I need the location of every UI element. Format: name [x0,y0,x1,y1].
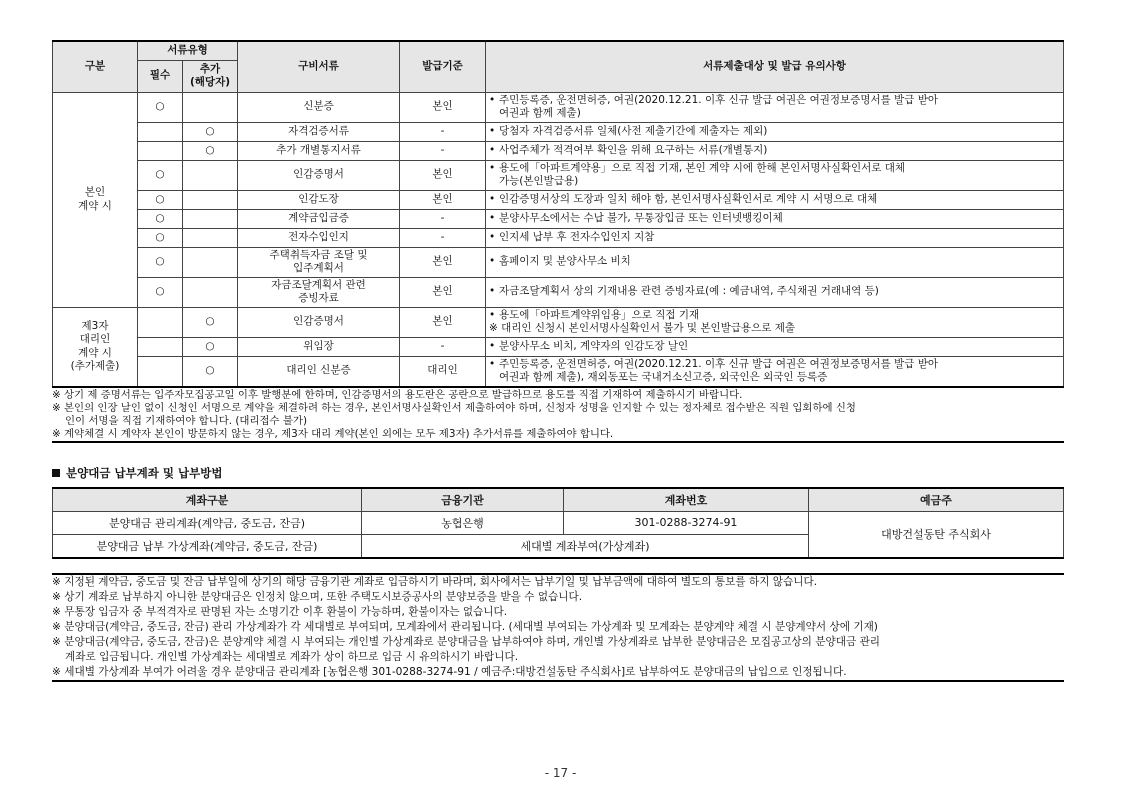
document-notes: • 인감증명서상의 도장과 일치 해야 함, 본인서명사실확인서로 계약 시 서명으로 대체 [486,190,1064,209]
document-name: 자격검증서류 [238,122,400,141]
document-name: 위임장 [238,337,400,356]
table-row [53,228,1064,247]
issuance-basis: 본인 [400,277,486,307]
account-type: 분양대금 관리계좌(계약금, 중도금, 잔금) [53,511,362,534]
document-notes: • 자금조달계획서 상의 기재내용 관련 증빙자료(예 : 예금내역, 주식채권 거래내역 등) [486,277,1064,307]
documents-footnotes [52,389,1064,443]
additional-mark [183,92,238,122]
header-doc-type: 서류유형 [138,41,238,60]
header-additional: 추가 (해당자) [183,60,238,92]
table-row [53,160,1064,190]
table-row [53,209,1064,228]
required-mark [138,307,183,337]
account-note-line: ※ 분양대금(계약금, 중도금, 잔금)은 분양계약 체결 시 부여되는 개인별 가상계좌로 분양대금을 납부하여야 하며, 개인별 가상계좌로 납부한 분양대금은 모집공고상의 분양대금 관리 [52,635,881,648]
account-holder: 대방건설동탄 주식회사 [809,511,1064,558]
table-row [53,356,1064,387]
table-row [53,337,1064,356]
issuance-basis: 본인 [400,160,486,190]
document-name: 전자수입인지 [238,228,400,247]
footnote-line: 인이 서명을 직접 기재하여야 합니다. (대리접수 불가) [65,414,308,427]
bank-name: 농협은행 [362,511,564,534]
footnote-line: ※ 본인의 인장 날인 없이 신청인 서명으로 계약을 체결하려 하는 경우, 본인서명사실확인서 제출하여야 하며, 신청자 성명을 인지할 수 있는 정자체로 접수받은 직원 입회하에 신청 [52,401,856,414]
document-name: 신분증 [238,92,400,122]
required-mark [138,141,183,160]
documents-table-body [53,92,1064,387]
header-notes: 서류제출대상 및 발급 유의사항 [486,41,1064,92]
additional-mark [183,228,238,247]
header-category: 구분 [53,41,138,92]
document-notes: • 당첨자 자격검증서류 일체(사전 제출기간에 제출자는 제외) [486,122,1064,141]
issuance-basis: - [400,337,486,356]
header-documents: 구비서류 [238,41,400,92]
additional-mark [183,247,238,277]
virtual-account-assignment: 세대별 계좌부여(가상계좌) [362,534,809,558]
document-notes: • 용도에「아파트계약용」으로 직접 기재, 본인 계약 시에 한해 본인서명사실확인서로 대체 가능(본인발급용) [486,160,1064,190]
document-notes: • 주민등록증, 운전면허증, 여권(2020.12.21. 이후 신규 발급 여권은 여권정보증명서를 발급 받아 여권과 함께 제출), 재외동포는 국내거소신고증, 외국인은 외국인 등록증 [486,356,1064,387]
footnote-line: ※ 계약체결 시 계약자 본인이 방문하지 않는 경우, 제3자 대리 계약(본인 외에는 모두 제3자) 추가서류를 제출하여야 합니다. [52,427,614,440]
required-documents-table [52,40,1064,388]
required-mark: ○ [138,190,183,209]
table-row [53,92,1064,122]
required-mark [138,337,183,356]
required-mark: ○ [138,277,183,307]
required-mark [138,122,183,141]
document-name: 인감증명서 [238,160,400,190]
document-name: 계약금입금증 [238,209,400,228]
page-number: - 17 - [544,766,577,780]
additional-mark: ○ [183,337,238,356]
table-row [53,141,1064,160]
issuance-basis: - [400,141,486,160]
required-mark: ○ [138,209,183,228]
account-note-line: ※ 무통장 입금자 중 부적격자로 판명된 자는 소명기간 이후 환불이 가능하며, 환불이자는 없습니다. [52,605,508,618]
required-mark: ○ [138,160,183,190]
group-proxy-contract: 제3자 대리인 계약 시 (추가제출) [53,307,138,387]
document-notes: • 분양사무소에서는 수납 불가, 무통장입금 또는 인터넷뱅킹이체 [486,209,1064,228]
document-name: 주택취득자금 조달 및 입주계획서 [238,247,400,277]
additional-mark: ○ [183,307,238,337]
table-row [53,247,1064,277]
account-header-bank: 금융기관 [362,488,564,512]
issuance-basis: 본인 [400,307,486,337]
issuance-basis: 대리인 [400,356,486,387]
footnote-line: ※ 상기 제 증명서류는 입주자모집공고일 이후 발행분에 한하며, 인감증명서의 용도란은 공란으로 발급하므로 용도를 직접 기재하여 제출하시기 바랍니다. [52,388,743,401]
table-row [53,307,1064,337]
account-note-line: ※ 분양대금(계약금, 중도금, 잔금) 관리 가상계좌가 각 세대별로 부여되며, 모계좌에서 관리됩니다. (세대별 부여되는 가상계좌 및 모계좌는 분양계약 체결 시 분양계약서 상에 기재) [52,620,878,633]
account-note-line: 계좌로 입금됩니다. 개인별 가상계좌는 세대별로 계좌가 상이 하므로 입금 시 유의하시기 바랍니다. [65,650,519,663]
account-header-type: 계좌구분 [53,488,362,512]
document-name: 인감도장 [238,190,400,209]
document-notes: • 주민등록증, 운전면허증, 여권(2020.12.21. 이후 신규 발급 여권은 여권정보증명서를 발급 받아 여권과 함께 제출) [486,92,1064,122]
account-table [52,487,1064,559]
account-section-title: 분양대금 납부계좌 및 납부방법 [52,465,1064,481]
document-name: 추가 개별통지서류 [238,141,400,160]
document-notes: • 용도에「아파트계약위임용」으로 직접 기재 ※ 대리인 신청시 본인서명사실확인서 불가 및 본인발급용으로 제출 [486,307,1064,337]
required-mark [138,356,183,387]
issuance-basis: 본인 [400,92,486,122]
additional-mark [183,160,238,190]
required-mark: ○ [138,247,183,277]
additional-mark: ○ [183,141,238,160]
account-header-holder: 예금주 [809,488,1064,512]
table-row [53,190,1064,209]
additional-mark [183,277,238,307]
account-notes [52,573,1064,682]
account-type: 분양대금 납부 가상계좌(계약금, 중도금, 잔금) [53,534,362,558]
document-notes: • 인지세 납부 후 전자수입인지 지참 [486,228,1064,247]
document-notes: • 사업주체가 적격여부 확인을 위해 요구하는 서류(개별통지) [486,141,1064,160]
document-notes: • 홈페이지 및 분양사무소 비치 [486,247,1064,277]
account-note-line: ※ 지정된 계약금, 중도금 및 잔금 납부일에 상기의 해당 금융기관 계좌로 입금하시기 바라며, 회사에서는 납부기일 및 납부금액에 대하여 별도의 통보를 하지 않습니다. [52,575,818,588]
additional-mark: ○ [183,122,238,141]
document-name: 인감증명서 [238,307,400,337]
issuance-basis: 본인 [400,247,486,277]
document-name: 자금조달계획서 관련 증빙자료 [238,277,400,307]
issuance-basis: - [400,122,486,141]
document-page [52,40,1064,682]
issuance-basis: 본인 [400,190,486,209]
additional-mark [183,209,238,228]
group-self-contract: 본인 계약 시 [53,92,138,307]
square-bullet-icon [52,469,60,477]
table-row [53,122,1064,141]
table-row [53,277,1064,307]
required-mark: ○ [138,92,183,122]
header-issuance: 발급기준 [400,41,486,92]
issuance-basis: - [400,228,486,247]
required-mark: ○ [138,228,183,247]
document-notes: • 분양사무소 비치, 계약자의 인감도장 날인 [486,337,1064,356]
account-note-line: ※ 세대별 가상계좌 부여가 어려울 경우 분양대금 관리계좌 [농협은행 301-0288-3274-91 / 예금주:대방건설동탄 주식회사]로 납부하여도 분양대금의 납입으로 인정됩니다. [52,665,847,678]
account-header-number: 계좌번호 [564,488,809,512]
additional-mark [183,190,238,209]
table-row [53,511,1064,534]
account-number: 301-0288-3274-91 [564,511,809,534]
header-required: 필수 [138,60,183,92]
account-note-line: ※ 상기 계좌로 납부하지 아니한 분양대금은 인정치 않으며, 또한 주택도시보증공사의 분양보증을 받을 수 없습니다. [52,590,583,603]
document-name: 대리인 신분증 [238,356,400,387]
additional-mark: ○ [183,356,238,387]
issuance-basis: - [400,209,486,228]
